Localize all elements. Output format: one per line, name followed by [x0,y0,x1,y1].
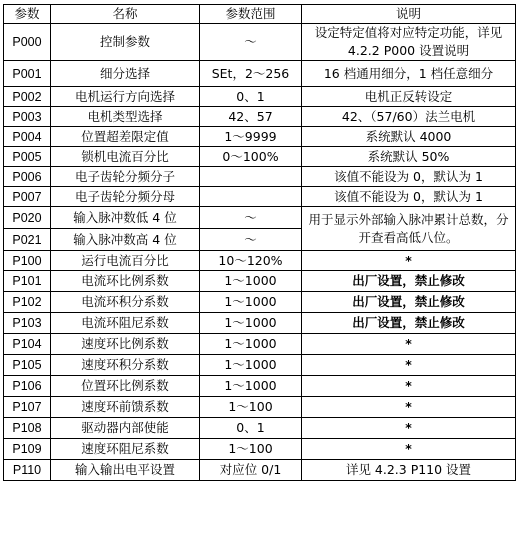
param-description: * [302,355,516,376]
param-range: 1～1000 [200,271,302,292]
param-code: P105 [4,355,51,376]
table-row [4,107,516,127]
param-description: 系统默认 50% [302,147,516,167]
table-row [4,207,516,229]
param-description: * [302,397,516,418]
param-range: SEt，2～256 [200,61,302,87]
header-code: 参数 [4,5,51,24]
param-name: 电流环阻尼系数 [51,313,200,334]
param-name: 速度环前馈系数 [51,397,200,418]
param-code: P100 [4,251,51,271]
table-row [4,334,516,355]
param-code: P103 [4,313,51,334]
parameter-table [3,4,516,481]
param-description: * [302,439,516,460]
param-code: P005 [4,147,51,167]
table-row [4,439,516,460]
param-name: 控制参数 [51,24,200,61]
header-range: 参数范围 [200,5,302,24]
param-description: 系统默认 4000 [302,127,516,147]
table-row [4,187,516,207]
param-code: P000 [4,24,51,61]
param-name: 驱动器内部使能 [51,418,200,439]
param-description: * [302,376,516,397]
param-description: 该值不能设为 0，默认为 1 [302,187,516,207]
param-description: * [302,418,516,439]
param-description: 该值不能设为 0，默认为 1 [302,167,516,187]
param-name: 锁机电流百分比 [51,147,200,167]
param-name: 位置超差限定值 [51,127,200,147]
table-row [4,397,516,418]
param-code: P106 [4,376,51,397]
param-name: 电子齿轮分频分母 [51,187,200,207]
param-name: 速度环比例系数 [51,334,200,355]
param-range: 1～1000 [200,334,302,355]
param-description: * [302,251,516,271]
param-range: ～ [200,24,302,61]
table-row [4,355,516,376]
table-row [4,147,516,167]
param-code: P107 [4,397,51,418]
table-row [4,271,516,292]
param-range: ～ [200,207,302,229]
param-code: P101 [4,271,51,292]
table-row [4,313,516,334]
table-row [4,418,516,439]
param-range [200,167,302,187]
header-name: 名称 [51,5,200,24]
table-row [4,167,516,187]
param-name: 位置环比例系数 [51,376,200,397]
param-code: P001 [4,61,51,87]
param-code: P108 [4,418,51,439]
param-code: P109 [4,439,51,460]
param-description: * [302,334,516,355]
param-code: P020 [4,207,51,229]
param-description: 42、（57/60）法兰电机 [302,107,516,127]
param-code: P007 [4,187,51,207]
param-description: 出厂设置，禁止修改 [302,313,516,334]
param-range: 1～1000 [200,355,302,376]
param-description: 16 档通用细分，1 档任意细分 [302,61,516,87]
table-header-row [4,5,516,24]
param-range [200,187,302,207]
param-code: P021 [4,229,51,251]
table-row [4,292,516,313]
param-name: 电流环比例系数 [51,271,200,292]
param-name: 电子齿轮分频分子 [51,167,200,187]
param-code: P102 [4,292,51,313]
param-range: 0、1 [200,418,302,439]
param-description: 用于显示外部输入脉冲累计总数，分开查看高低八位。 [302,207,516,251]
table-row [4,87,516,107]
table-row [4,24,516,61]
param-range: 1～100 [200,397,302,418]
param-name: 电机类型选择 [51,107,200,127]
param-name: 输入脉冲数高 4 位 [51,229,200,251]
param-description: 电机正反转设定 [302,87,516,107]
param-name: 运行电流百分比 [51,251,200,271]
param-range: 1～100 [200,439,302,460]
param-description: 出厂设置，禁止修改 [302,271,516,292]
table-row [4,376,516,397]
table-row [4,251,516,271]
param-description: 设定特定值将对应特定功能，详见 4.2.2 P000 设置说明 [302,24,516,61]
header-description: 说明 [302,5,516,24]
param-name: 输入脉冲数低 4 位 [51,207,200,229]
param-description: 出厂设置，禁止修改 [302,292,516,313]
param-range: 对应位 0/1 [200,460,302,481]
param-range: ～ [200,229,302,251]
param-code: P004 [4,127,51,147]
param-range: 0～100% [200,147,302,167]
table-row [4,61,516,87]
param-range: 0、1 [200,87,302,107]
param-range: 1～1000 [200,292,302,313]
param-code: P002 [4,87,51,107]
param-range: 1～9999 [200,127,302,147]
param-range: 10～120% [200,251,302,271]
param-name: 细分选择 [51,61,200,87]
param-name: 电机运行方向选择 [51,87,200,107]
param-name: 电流环积分系数 [51,292,200,313]
param-name: 输入输出电平设置 [51,460,200,481]
param-description: 详见 4.2.3 P110 设置 [302,460,516,481]
table-row [4,460,516,481]
param-range: 42、57 [200,107,302,127]
param-code: P003 [4,107,51,127]
param-name: 速度环阻尼系数 [51,439,200,460]
param-code: P110 [4,460,51,481]
param-range: 1～1000 [200,376,302,397]
param-code: P104 [4,334,51,355]
param-range: 1～1000 [200,313,302,334]
param-code: P006 [4,167,51,187]
param-name: 速度环积分系数 [51,355,200,376]
table-row [4,127,516,147]
